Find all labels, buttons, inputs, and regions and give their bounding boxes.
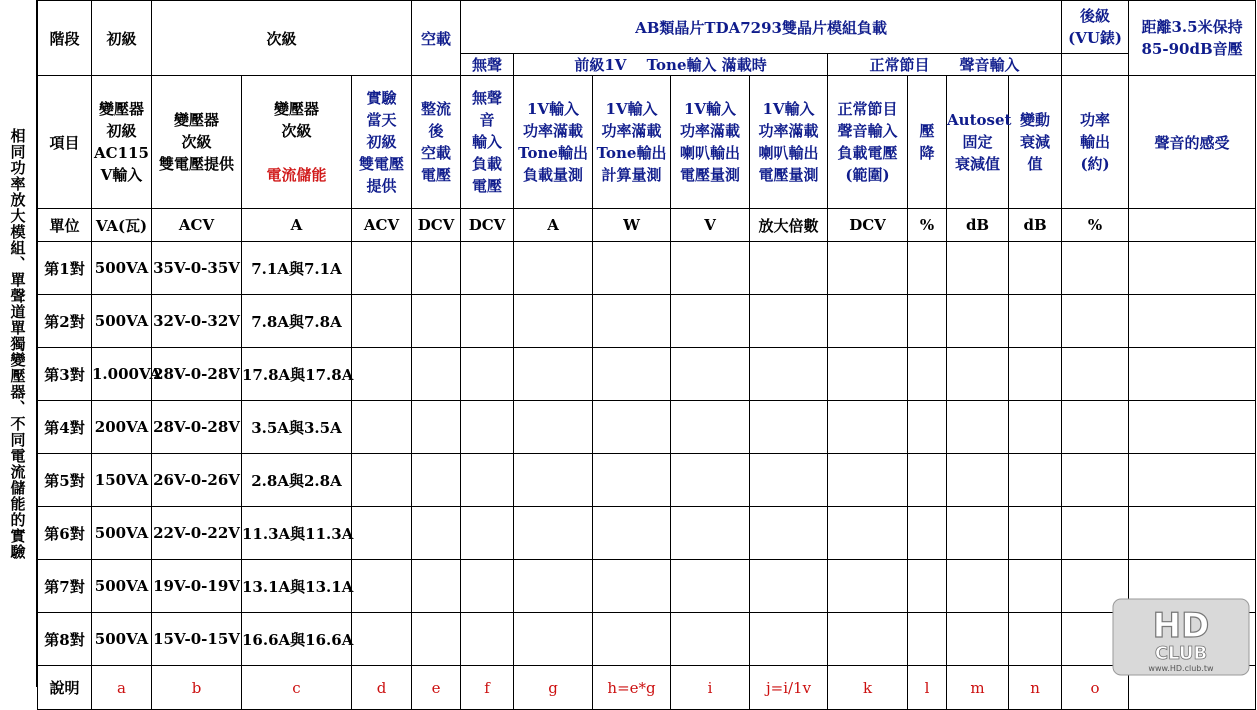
cell-cur: 2.8A與2.8A	[242, 454, 352, 507]
empty-cell	[1009, 242, 1062, 295]
unit-cell: A	[242, 209, 352, 242]
empty-cell	[828, 454, 908, 507]
col-normal-voltage: 正常節目 聲音輸入 負載電壓 (範圍)	[828, 76, 908, 209]
empty-cell	[1129, 348, 1256, 401]
empty-cell	[412, 401, 461, 454]
note-cell: h=e*g	[593, 666, 671, 710]
note-cell: e	[412, 666, 461, 710]
empty-cell	[1009, 613, 1062, 666]
unit-cell: ACV	[352, 209, 412, 242]
cell-cur: 17.8A與17.8A	[242, 348, 352, 401]
cell-cur: 13.1A與13.1A	[242, 560, 352, 613]
note-cell: j=i/1v	[750, 666, 828, 710]
unit-cell: %	[1062, 209, 1129, 242]
empty-cell	[593, 613, 671, 666]
logo-text: CLUB	[1154, 643, 1208, 664]
data-rows	[38, 242, 1256, 666]
empty-cell	[671, 507, 750, 560]
note-cell: d	[352, 666, 412, 710]
empty-cell	[514, 348, 593, 401]
empty-cell	[514, 454, 593, 507]
side-title	[0, 0, 37, 687]
silent-header: 無聲	[461, 54, 514, 76]
notes-label: 說明	[38, 666, 92, 710]
cell-va: 1.000VA	[92, 348, 152, 401]
note-cell: b	[152, 666, 242, 710]
empty-cell	[412, 242, 461, 295]
cell-va: 500VA	[92, 613, 152, 666]
note-cell: f	[461, 666, 514, 710]
empty-cell	[412, 454, 461, 507]
item-header: 項目	[38, 76, 92, 209]
table-row	[38, 295, 1256, 348]
empty-cell	[671, 401, 750, 454]
empty-cell	[1009, 348, 1062, 401]
empty-cell	[514, 401, 593, 454]
table-row	[38, 348, 1256, 401]
empty-cell	[1009, 560, 1062, 613]
unit-cell: ACV	[152, 209, 242, 242]
cell-label: 第7對	[38, 560, 92, 613]
cell-cur: 16.6A與16.6A	[242, 613, 352, 666]
empty-cell	[514, 560, 593, 613]
empty-cell	[461, 613, 514, 666]
note-cell: n	[1009, 666, 1062, 710]
col-autoset: Autoset 固定 衰減值	[947, 76, 1009, 209]
cell-sec: 26V-0-26V	[152, 454, 242, 507]
empty-cell	[352, 613, 412, 666]
cell-sec: 19V-0-19V	[152, 560, 242, 613]
empty-cell	[1009, 507, 1062, 560]
header-row-3	[38, 76, 1256, 209]
empty-cell	[947, 507, 1009, 560]
empty-cell	[947, 454, 1009, 507]
cell-va: 500VA	[92, 560, 152, 613]
unit-cell: V	[671, 209, 750, 242]
empty-cell	[947, 242, 1009, 295]
empty-cell	[352, 507, 412, 560]
empty-cell	[1129, 242, 1256, 295]
cell-sec: 32V-0-32V	[152, 295, 242, 348]
cell-va: 500VA	[92, 242, 152, 295]
unit-cell: DCV	[412, 209, 461, 242]
note-cell: g	[514, 666, 593, 710]
empty-cell	[1009, 401, 1062, 454]
empty-cell	[671, 295, 750, 348]
empty-cell	[1062, 242, 1129, 295]
normal-header: 正常節目 聲音輸入	[828, 54, 1062, 76]
empty-cell	[352, 295, 412, 348]
stage-header: 階段	[38, 1, 92, 76]
empty-cell	[593, 348, 671, 401]
note-cell: l	[908, 666, 947, 710]
unit-cell: %	[908, 209, 947, 242]
empty-cell	[352, 401, 412, 454]
empty-cell	[593, 295, 671, 348]
empty-cell	[908, 242, 947, 295]
empty-cell	[412, 560, 461, 613]
empty-cell	[461, 560, 514, 613]
table-row	[38, 401, 1256, 454]
empty-cell	[1129, 401, 1256, 454]
empty-cell	[461, 295, 514, 348]
empty-cell	[412, 613, 461, 666]
empty-cell	[514, 507, 593, 560]
noload-header: 空載	[412, 1, 461, 76]
empty-cell	[947, 348, 1009, 401]
empty-cell	[908, 560, 947, 613]
empty-cell	[750, 401, 828, 454]
cell-sec: 15V-0-15V	[152, 613, 242, 666]
cell-va: 500VA	[92, 295, 152, 348]
empty-cell	[1062, 348, 1129, 401]
empty-cell	[1062, 454, 1129, 507]
empty-cell	[514, 242, 593, 295]
col-variable: 變動 衰減 值	[1009, 76, 1062, 209]
unit-cell: dB	[947, 209, 1009, 242]
empty-cell	[352, 560, 412, 613]
empty-cell	[514, 295, 593, 348]
empty-cell	[671, 348, 750, 401]
empty-cell	[828, 560, 908, 613]
cell-sec: 22V-0-22V	[152, 507, 242, 560]
note-cell: m	[947, 666, 1009, 710]
col-secondary-current	[242, 76, 352, 209]
empty-cell	[750, 295, 828, 348]
empty-cell	[352, 348, 412, 401]
primary-header: 初級	[92, 1, 152, 76]
col-speaker-voltage-2: 1V輸入 功率滿載 喇叭輸出 電壓量測	[750, 76, 828, 209]
table-row	[38, 242, 1256, 295]
col-voltage-drop: 壓 降	[908, 76, 947, 209]
table-row	[38, 613, 1256, 666]
col-secondary-voltage: 變壓器 次級 雙電壓提供	[152, 76, 242, 209]
empty-cell	[947, 295, 1009, 348]
units-label: 單位	[38, 209, 92, 242]
cell-cur: 7.8A與7.8A	[242, 295, 352, 348]
empty-cell	[593, 454, 671, 507]
empty-cell	[750, 507, 828, 560]
col-tone-load: 1V輸入 功率滿載 Tone輸出 負載量測	[514, 76, 593, 209]
empty-cell	[947, 560, 1009, 613]
empty-cell	[750, 348, 828, 401]
empty-cell	[828, 401, 908, 454]
empty-cell	[671, 454, 750, 507]
col-rectified: 整流 後 空載 電壓	[412, 76, 461, 209]
empty-cell	[908, 348, 947, 401]
note-cell: i	[671, 666, 750, 710]
empty-cell	[750, 613, 828, 666]
unit-cell: W	[593, 209, 671, 242]
col-secondary-current-red: 電流儲能	[266, 166, 327, 184]
logo-url: www.HD.club.tw	[1148, 664, 1214, 673]
unit-cell: DCV	[461, 209, 514, 242]
note-cell: a	[92, 666, 152, 710]
post-placeholder	[1062, 54, 1129, 76]
note-cell: c	[242, 666, 352, 710]
empty-cell	[908, 454, 947, 507]
empty-cell	[947, 613, 1009, 666]
empty-cell	[1062, 507, 1129, 560]
empty-cell	[828, 613, 908, 666]
empty-cell	[1129, 295, 1256, 348]
col-feeling: 聲音的感受	[1129, 76, 1256, 209]
cell-cur: 7.1A與7.1A	[242, 242, 352, 295]
empty-cell	[671, 560, 750, 613]
empty-cell	[1009, 295, 1062, 348]
empty-cell	[593, 401, 671, 454]
secondary-header: 次級	[152, 1, 412, 76]
cell-label: 第5對	[38, 454, 92, 507]
table-row	[38, 454, 1256, 507]
empty-cell	[352, 454, 412, 507]
notes-row	[38, 666, 1256, 710]
col-power-out: 功率 輸出 (約)	[1062, 76, 1129, 209]
empty-cell	[352, 242, 412, 295]
empty-cell	[1062, 401, 1129, 454]
header-row-1	[38, 1, 1256, 54]
distance-header: 距離3.5米保持 85-90dB音壓	[1129, 1, 1256, 76]
cell-label: 第4對	[38, 401, 92, 454]
experiment-table	[37, 0, 1256, 710]
empty-cell	[828, 348, 908, 401]
empty-cell	[908, 613, 947, 666]
cell-label: 第3對	[38, 348, 92, 401]
empty-cell	[461, 401, 514, 454]
empty-cell	[671, 242, 750, 295]
cell-cur: 11.3A與11.3A	[242, 507, 352, 560]
empty-cell	[947, 401, 1009, 454]
col-silent-load: 無聲 音 輸入 負載 電壓	[461, 76, 514, 209]
note-cell: o	[1062, 666, 1129, 710]
empty-cell	[461, 507, 514, 560]
col-tone-calc: 1V輸入 功率滿載 Tone輸出 計算量測	[593, 76, 671, 209]
col-secondary-current-label: 變壓器 次級	[273, 100, 319, 140]
units-row	[38, 209, 1256, 242]
empty-cell	[593, 507, 671, 560]
empty-cell	[828, 242, 908, 295]
cell-sec: 28V-0-28V	[152, 348, 242, 401]
table-row	[38, 560, 1256, 613]
empty-cell	[1129, 507, 1256, 560]
empty-cell	[412, 348, 461, 401]
empty-cell	[1062, 295, 1129, 348]
side-title-text: 相同功率放大模組、單聲道單獨變壓器、不同電流儲能的實驗	[8, 127, 27, 560]
unit-cell: VA(瓦)	[92, 209, 152, 242]
col-primary-input: 變壓器 初級 AC115 V輸入	[92, 76, 152, 209]
unit-cell	[1129, 209, 1256, 242]
empty-cell	[750, 454, 828, 507]
pre-header: 前級1V Tone輸入 滿載時	[514, 54, 828, 76]
cell-va: 200VA	[92, 401, 152, 454]
empty-cell	[750, 242, 828, 295]
hd-club-logo	[1111, 597, 1251, 677]
empty-cell	[461, 348, 514, 401]
empty-cell	[908, 295, 947, 348]
unit-cell: DCV	[828, 209, 908, 242]
empty-cell	[593, 560, 671, 613]
empty-cell	[828, 507, 908, 560]
col-day-voltage: 實驗 當天 初級 雙電壓 提供	[352, 76, 412, 209]
unit-cell: A	[514, 209, 593, 242]
empty-cell	[828, 295, 908, 348]
table-row	[38, 507, 1256, 560]
cell-sec: 28V-0-28V	[152, 401, 242, 454]
cell-label: 第1對	[38, 242, 92, 295]
load-header: AB類晶片TDA7293雙晶片模組負載	[461, 1, 1062, 54]
empty-cell	[514, 613, 593, 666]
unit-cell: dB	[1009, 209, 1062, 242]
empty-cell	[412, 295, 461, 348]
cell-sec: 35V-0-35V	[152, 242, 242, 295]
empty-cell	[671, 613, 750, 666]
empty-cell	[1129, 454, 1256, 507]
empty-cell	[908, 507, 947, 560]
cell-cur: 3.5A與3.5A	[242, 401, 352, 454]
cell-label: 第2對	[38, 295, 92, 348]
cell-label: 第8對	[38, 613, 92, 666]
post-header: 後級 (VU錶)	[1062, 1, 1129, 54]
cell-va: 500VA	[92, 507, 152, 560]
empty-cell	[1009, 454, 1062, 507]
note-cell: k	[828, 666, 908, 710]
empty-cell	[593, 242, 671, 295]
cell-label: 第6對	[38, 507, 92, 560]
cell-va: 150VA	[92, 454, 152, 507]
empty-cell	[908, 401, 947, 454]
unit-cell: 放大倍數	[750, 209, 828, 242]
empty-cell	[461, 242, 514, 295]
empty-cell	[412, 507, 461, 560]
logo-mark: HD	[1152, 606, 1210, 646]
col-speaker-voltage: 1V輸入 功率滿載 喇叭輸出 電壓量測	[671, 76, 750, 209]
empty-cell	[461, 454, 514, 507]
empty-cell	[750, 560, 828, 613]
